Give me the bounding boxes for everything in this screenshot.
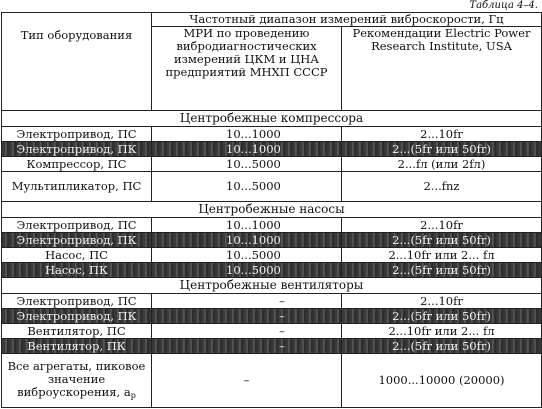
equipment-type-cell: Электропривод, ПК (2, 309, 152, 324)
header-frequency-group: Частотный диапазон измерений виброскорости, Гц (152, 13, 542, 27)
all-units-label: Все агрегаты, пиковое значение виброускорения, a (7, 358, 146, 399)
equipment-type-cell (2, 354, 152, 408)
equipment-type-cell: Электропривод, ПС (2, 294, 152, 309)
mri-range-cell: 10...1000 (152, 218, 342, 233)
table-row (2, 354, 542, 408)
table-row (2, 142, 542, 157)
header-epri: Рекомендации Electric Power Research Institute, USA (342, 27, 542, 111)
epri-range-cell: 2...fnz (342, 172, 542, 202)
mri-range-cell: 10...5000 (152, 263, 342, 278)
equipment-type-cell: Насос, ПК (2, 263, 152, 278)
table-row (2, 157, 542, 172)
epri-range-cell: 2...(5fr или 50fr) (342, 309, 542, 324)
epri-range-cell: 2...10fr (342, 218, 542, 233)
epri-range-cell: 2...fл (или 2fл) (342, 157, 542, 172)
mri-range-cell: 10...5000 (152, 172, 342, 202)
mri-range-cell: – (152, 309, 342, 324)
epri-range-cell: 2...10fr (342, 294, 542, 309)
table-row (2, 324, 542, 339)
table-row (2, 172, 542, 202)
mri-range-cell: 10...1000 (152, 233, 342, 248)
epri-range-cell: 2...10fr или 2... fл (342, 324, 542, 339)
equipment-type-cell: Мультипликатор, ПС (2, 172, 152, 202)
table-row (2, 263, 542, 278)
mri-range-cell: – (152, 354, 342, 408)
mri-range-cell: – (152, 324, 342, 339)
table-row (2, 309, 542, 324)
mri-range-cell: 10...5000 (152, 157, 342, 172)
table-caption: Таблица 4–4. (469, 0, 538, 11)
equipment-type-cell: Вентилятор, ПС (2, 324, 152, 339)
table-row (2, 218, 542, 233)
equipment-type-cell: Электропривод, ПК (2, 142, 152, 157)
equipment-type-cell: Насос, ПС (2, 248, 152, 263)
epri-range-cell: 2...(5fr или 50fr) (342, 233, 542, 248)
epri-range-cell: 2...(5fr или 50fr) (342, 263, 542, 278)
peak-subscript: p (130, 390, 136, 400)
mri-range-cell: 10...1000 (152, 127, 342, 142)
table-row (2, 248, 542, 263)
mri-range-cell: – (152, 294, 342, 309)
epri-range-cell: 2...(5fr или 50fr) (342, 339, 542, 354)
table-row (2, 294, 542, 309)
epri-range-cell: 2...(5fr или 50fr) (342, 142, 542, 157)
frequency-range-table (1, 12, 542, 408)
epri-range-cell: 2...10fr (342, 127, 542, 142)
equipment-type-cell: Вентилятор, ПК (2, 339, 152, 354)
header-equipment-type: Тип оборудования (2, 13, 152, 111)
equipment-type-cell: Электропривод, ПС (2, 127, 152, 142)
section-title: Центробежные компрессора (2, 111, 542, 127)
section-title: Центробежные вентиляторы (2, 278, 542, 294)
mri-range-cell: 10...1000 (152, 142, 342, 157)
table-row (2, 339, 542, 354)
epri-range-cell: 1000...10000 (20000) (342, 354, 542, 408)
mri-range-cell: – (152, 339, 342, 354)
equipment-type-cell: Компрессор, ПС (2, 157, 152, 172)
equipment-type-cell: Электропривод, ПК (2, 233, 152, 248)
mri-range-cell: 10...5000 (152, 248, 342, 263)
epri-range-cell: 2...10fr или 2... fл (342, 248, 542, 263)
equipment-type-cell: Электропривод, ПС (2, 218, 152, 233)
section-title: Центробежные насосы (2, 202, 542, 218)
header-mri: МРИ по проведению вибродиагностических измерений ЦКМ и ЦНА предприятий МНХП СССР (152, 27, 342, 111)
table-row (2, 127, 542, 142)
table-row (2, 233, 542, 248)
